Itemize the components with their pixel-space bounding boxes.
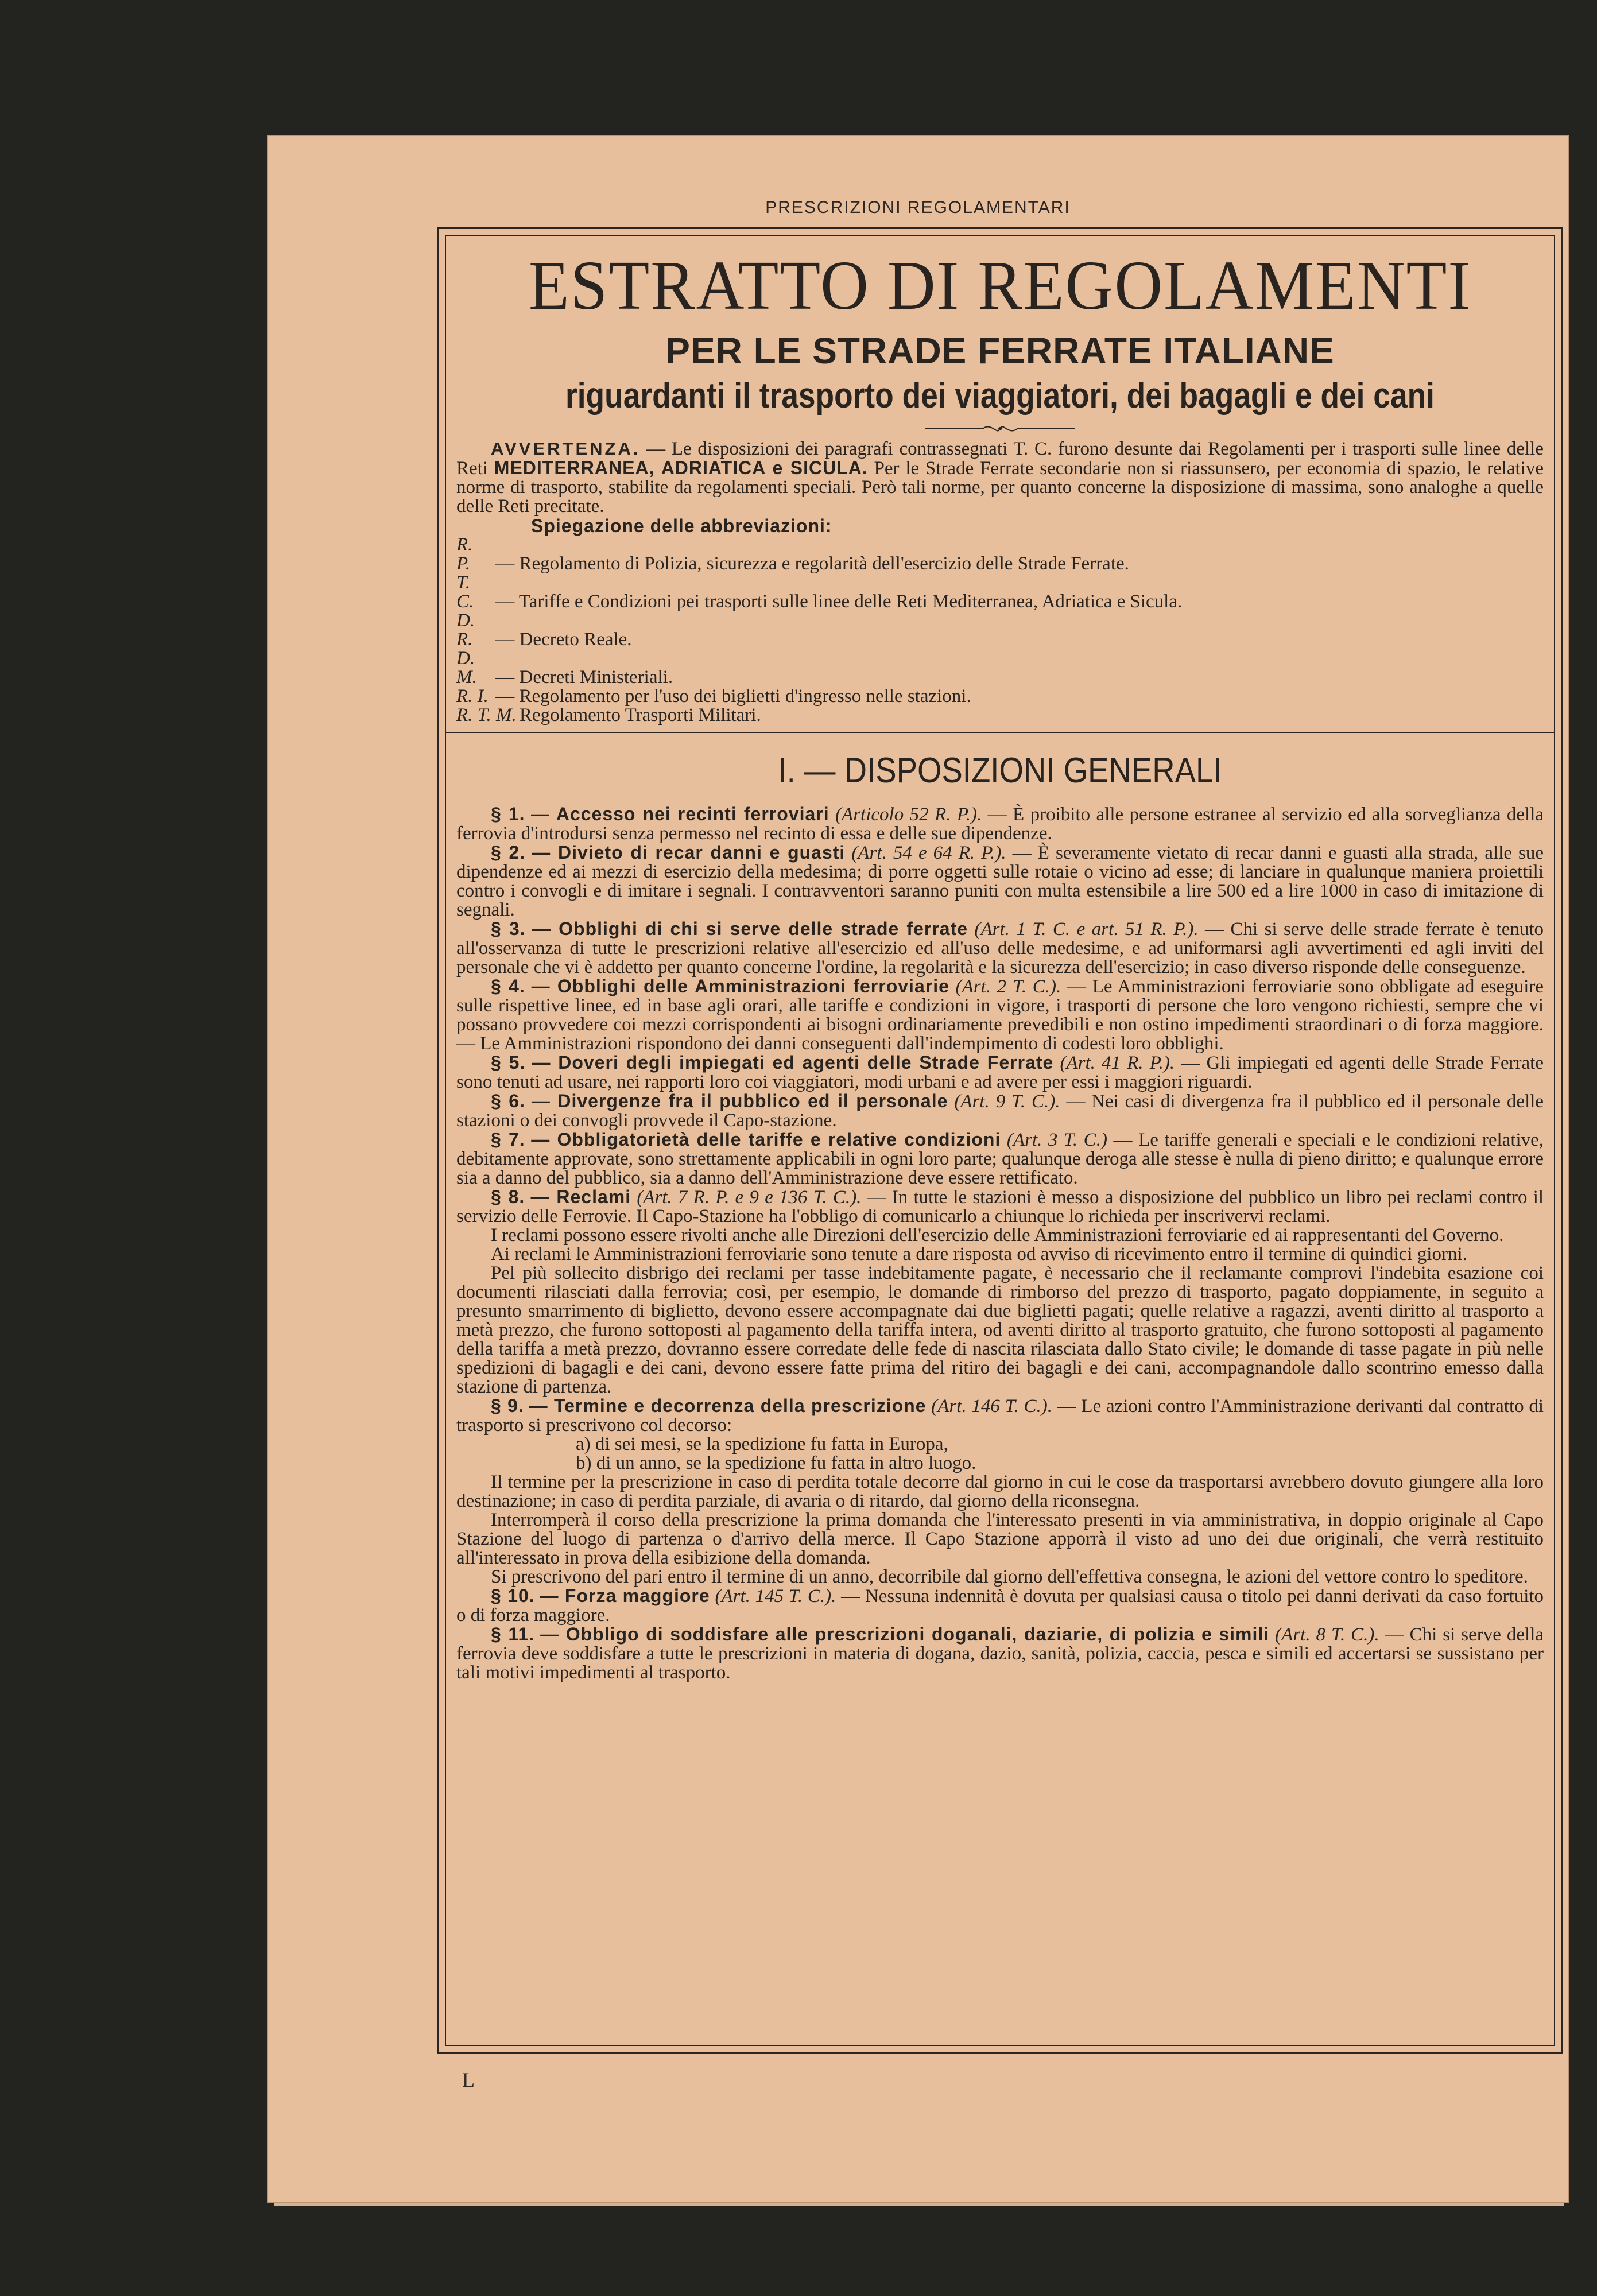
paragraph-title: — Obbligatorietà delle tariffe e relative condizioni: [531, 1129, 1001, 1150]
paragraph-number: § 3.: [491, 918, 526, 939]
paragraph-reference: (Art. 2 T. C.).: [955, 976, 1061, 997]
abbreviation-key: R. I.: [456, 686, 489, 707]
avvertenza-text-2: Per le Strade Ferrate secondarie non si riassunsero, per economia di spazio, le relative norme di trasporto, stabilite da regolamenti speciali. Però tali norme, per quanto concerne la disposizione di massima, sono analoghe a quelle delle Reti precitate.: [456, 458, 1544, 517]
paragraph-reference: (Art. 1 T. C. e art. 51 R. P.).: [974, 919, 1199, 940]
paragraph-number: § 8.: [491, 1186, 525, 1207]
paragraph-number: § 7.: [491, 1129, 525, 1150]
paragraph-10: [456, 1587, 1544, 1625]
abbreviation-key: D. R.: [456, 610, 475, 650]
paragraph-title: — Doveri degli impiegati ed agenti delle Strade Ferrate: [532, 1052, 1054, 1073]
paragraph-title: — Reclami: [530, 1186, 631, 1207]
abbreviation-text: — Regolamento di Polizia, sicurezza e regolarità dell'esercizio delle Strade Ferrate.: [495, 553, 1129, 574]
paragraph-text: — In tutte le stazioni è messo a disposizione del pubblico un libro pei reclami contro il servizio delle Ferrovie. Il Capo-Stazione ha l'obbligo di comunicarlo a chiunque lo richieda per inscrivervi reclami.: [456, 1187, 1544, 1227]
paragraph-title: — Obblighi delle Amministrazioni ferroviarie: [531, 976, 949, 996]
paragraph-number: § 5.: [491, 1052, 526, 1073]
signature-mark: L: [462, 2069, 475, 2092]
paragraph-number: § 11.: [491, 1624, 535, 1645]
prescription-term-europe: a) di sei mesi, se la spedizione fu fatta in Europa,: [576, 1434, 948, 1455]
paragraph-title: — Forza maggiore: [540, 1585, 710, 1606]
paragraph-2: [456, 843, 1544, 920]
ornament-flourish-icon: [925, 422, 1075, 436]
paragraph-4: [456, 977, 1544, 1053]
avvertenza-text-1: — Le disposizioni dei paragrafi contrassegnati T. C. furono desunte dai Regolamenti per i trasporti sulle linee delle Reti: [456, 439, 1544, 479]
paragraph-reference: (Art. 54 e 64 R. P.).: [851, 843, 1006, 863]
paragraph-reference: (Art. 146 T. C.).: [931, 1396, 1052, 1417]
paragraph-8-reclami-direzioni: I reclami possono essere rivolti anche alle Direzioni dell'esercizio delle Amministrazioni ferroviarie ed ai rappresentanti del Governo.: [491, 1225, 1504, 1246]
paragraph-number: § 4.: [491, 976, 525, 996]
paragraph-3: [456, 920, 1544, 977]
paragraph-number: § 10.: [491, 1585, 535, 1606]
subtitle-railways: PER LE STRADE FERRATE ITALIANE: [665, 330, 1335, 371]
abbreviation-item: [456, 573, 1544, 611]
paragraph-reference: (Art. 7 R. P. e 9 e 136 T. C.).: [637, 1187, 862, 1208]
paragraph-text: — Chi si serve della ferrovia deve soddisfare a tutte le prescrizioni in materia di dogana, dazio, sanità, polizia, caccia, pesca e simili ed accertarsi se sussistano per tali motivi impedimenti al trasporto.: [456, 1624, 1544, 1683]
page-title: ESTRATTO DI REGOLAMENTI: [529, 247, 1471, 325]
paragraph-text: — Chi si serve delle strade ferrate è tenuto all'osservanza di tutte le prescrizioni relative all'esercizio ed all'uso delle medesime, e ad uniformarsi agli avvertimenti ed agli inviti del personale che vi è addetto per quanto concerne l'ordine, la regolarità e la sicurezza dell'esercizio; in caso diverso risponde delle conseguenze.: [456, 919, 1544, 978]
paragraph-8-rimborsi: Pel più sollecito disbrigo dei reclami per tasse indebitamente pagate, è necessario che il reclamante comprovi l'indebita esazione coi documenti rilasciati dalla ferrovia; così, per esempio, le domande di rimborso del prezzo di trasporto, pagato doppiamente, in seguito a presunto smarrimento di biglietto, devono essere accompagnate dai due biglietti pagati; quelle relative a ragazzi, aventi diritto al trasporto a metà prezzo, che furono sottoposti al pagamento della tariffa intera, od aventi diritto al trasporto gratuito, che furono sottoposti al pagamento della tariffa a metà prezzo, dovranno essere corredate delle fede di nascita rilasciata dallo Stato civile; le domande di tasse pagate in più nelle spedizioni di bagagli e dei cani, devono essere fatte prima del ritiro dei bagagli e dei cani, accompagnandole dallo scontrino emesso dalla stazione di partenza.: [456, 1263, 1544, 1397]
abbreviation-item: [456, 706, 1544, 725]
paragraph-text: — Le Amministrazioni ferroviarie sono obbligate ad eseguire sulle rispettive linee, ed in base agli orari, alle tariffe e condizioni in vigore, i trasporti di persone che loro vengono richiesti, sempre che vi possano provvedere coi mezzi corrispondenti ai bisogni ordinariamente prevedibili e non ostino impedimenti straordinari o di forza maggiore. — Le Amministrazioni rispondono dei danni conseguenti dall'indempimento di codesti loro obblighi.: [456, 976, 1544, 1054]
avvertenza-networks: MEDITERRANEA, ADRIATICA e SICULA.: [494, 457, 868, 478]
abbreviation-key: T. C.: [456, 572, 474, 612]
abbreviation-key: R. T. M.: [456, 705, 517, 726]
subtitle-scope: riguardanti il trasporto dei viaggiatori, dei bagagli e dei cani: [565, 376, 1435, 416]
page-content: [456, 247, 1544, 1683]
abbreviation-text: — Decreto Reale.: [495, 629, 632, 650]
abbreviation-text: — Regolamento per l'uso dei biglietti d'ingresso nelle stazioni.: [495, 686, 971, 707]
paragraph-text: — È severamente vietato di recar danni e guasti alla strada, alle sue dipendenze ed ai mezzi di esercizio della medesima; di porre oggetti sulle rotaie o vicino ad esse; di lanciare in qualunque maniera proiettili contro i convogli e di imitare i segnali. I contravventori saranno puniti con multa estensibile a lire 500 ed a lire 1000 in caso di imitazione di segnali.: [456, 843, 1544, 920]
paragraph-reference: (Art. 41 R. P.).: [1060, 1053, 1175, 1073]
paragraph-title: — Obblighi di chi si serve delle strade ferrate: [532, 918, 968, 939]
abbreviations-list: [456, 536, 1544, 725]
abbreviations-heading: Spiegazione delle abbreviazioni:: [531, 515, 832, 536]
paragraph-8: [456, 1188, 1544, 1226]
paragraph-text: — Gli impiegati ed agenti delle Strade Ferrate sono tenuti ad usare, nei rapporti loro coi viaggiatori, modi urbani e ad avere per essi i maggiori riguardi.: [456, 1053, 1544, 1092]
paragraph-reference: (Articolo 52 R. P.).: [835, 804, 982, 825]
paragraph-1: [456, 805, 1544, 843]
paragraph-text: — Nei casi di divergenza fra il pubblico ed il personale delle stazioni o dei convogli provvede il Capo-stazione.: [456, 1091, 1544, 1131]
paragraph-reference: (Art. 8 T. C.).: [1275, 1624, 1379, 1645]
paragraph-text: — Le tariffe generali e speciali e le condizioni relative, debitamente approvate, sono strettamente applicabili in ogni loro parte; qualunque deroga alle stesse è nulla di pieno diritto; e qualunque errore sia a danno del pubblico, sia a danno dell'Amministrazione deve essere rettificato.: [456, 1130, 1544, 1188]
paragraph-text: — È proibito alle persone estranee al servizio ed alla sorveglianza della ferrovia d'introdursi senza permesso nel recinto di essa e delle sue dipendenze.: [456, 804, 1544, 844]
avvertenza-note: [456, 439, 1544, 516]
paragraph-text: — Nessuna indennità è dovuta per qualsiasi causa o titolo pei danni derivati da caso fortuito o di forza maggiore.: [456, 1586, 1544, 1626]
abbreviation-item: [456, 687, 1544, 706]
prescription-term-elsewhere: b) di un anno, se la spedizione fu fatta in altro luogo.: [576, 1453, 976, 1473]
paragraph-number: § 1.: [491, 804, 525, 824]
paragraph-title: — Termine e decorrenza della prescrizione: [529, 1395, 927, 1416]
paragraph-reference: (Art. 3 T. C.): [1006, 1130, 1107, 1150]
abbreviation-item: [456, 649, 1544, 687]
avvertenza-label: AVVERTENZA.: [491, 439, 641, 459]
paragraph-title: — Divieto di recar danni e guasti: [532, 842, 846, 863]
paragraph-6: [456, 1092, 1544, 1130]
abbreviation-text: — Tariffe e Condizioni pei trasporti sulle linee delle Reti Mediterranea, Adriatica e Sicula.: [495, 591, 1183, 612]
abbreviation-key: D. M.: [456, 648, 477, 688]
paragraph-text: — Le azioni contro l'Amministrazione derivanti dal contratto di trasporto si prescrivono col decorso:: [456, 1396, 1544, 1436]
paragraph-reference: (Art. 9 T. C.).: [954, 1091, 1060, 1112]
abbreviation-text: — Decreti Ministeriali.: [495, 667, 673, 688]
running-head: PRESCRIZIONI REGOLAMENTARI: [765, 198, 1071, 217]
section-divider: [445, 732, 1555, 733]
paragraph-8-risposta: Ai reclami le Amministrazioni ferroviarie sono tenute a dare risposta od avviso di ricevimento entro il termine di quindici giorni.: [491, 1244, 1467, 1265]
section-heading: I. — DISPOSIZIONI GENERALI: [778, 751, 1222, 790]
paragraph-reference: (Art. 145 T. C.).: [715, 1586, 836, 1607]
paragraph-9-decorrenza: Il termine per la prescrizione in caso di perdita totale decorre dal giorno in cui le cose da trasportarsi avrebbero dovuto giungere alla loro destinazione; in caso di perdita parziale, di avaria o di ritardo, dal giorno della riconsegna.: [456, 1472, 1544, 1511]
abbreviation-item: [456, 611, 1544, 649]
paragraph-5: [456, 1053, 1544, 1092]
abbreviation-item: [456, 536, 1544, 573]
paragraph-title: — Accesso nei recinti ferroviari: [530, 804, 829, 824]
abbreviation-key: R. P.: [456, 534, 473, 574]
abbreviation-text: Regolamento Trasporti Militari.: [520, 705, 761, 726]
document-page: [267, 135, 1569, 2203]
paragraph-number: § 2.: [491, 842, 526, 863]
paragraph-9-vettore: Si prescrivono del pari entro il termine di un anno, decorribile dal giorno dell'effettiva consegna, le azioni del vettore contro lo speditore.: [491, 1566, 1528, 1587]
paragraph-number: § 9.: [491, 1395, 524, 1416]
paragraph-7: [456, 1130, 1544, 1188]
paragraph-9: [456, 1397, 1544, 1435]
paragraph-9-interruzione: Interromperà il corso della prescrizione la prima domanda che l'interessato presenti in via amministrativa, in doppio originale al Capo Stazione del luogo di partenza o d'arrivo della merce. Il Capo Stazione apporrà il visto ad uno dei due originali, che verrà restituito all'interessato in prova della esibizione della domanda.: [456, 1510, 1544, 1568]
paragraph-number: § 6.: [491, 1091, 525, 1111]
paragraph-title: — Divergenze fra il pubblico ed il personale: [531, 1091, 948, 1111]
paragraph-11: [456, 1625, 1544, 1682]
paragraph-title: — Obbligo di soddisfare alle prescrizioni doganali, daziarie, di polizia e simili: [540, 1624, 1270, 1645]
